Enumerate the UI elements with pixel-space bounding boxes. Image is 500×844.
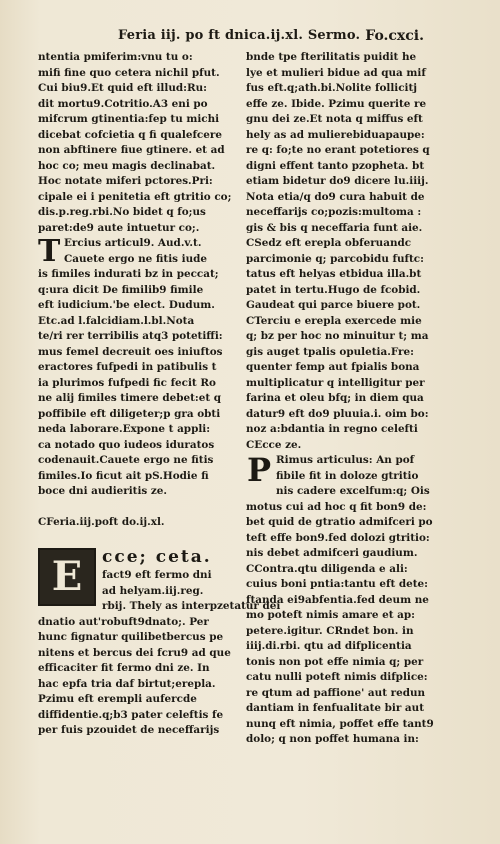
- text-line: ca notado quo iudeos iduratos: [38, 438, 215, 451]
- text-line: neda laborare.Expone t appli:: [38, 423, 211, 435]
- text-line: CContra.qtu diligenda e ali:: [246, 562, 408, 575]
- right-column: [246, 50, 432, 748]
- text-line: hac epfa tria daf birtut;erepla.: [38, 677, 216, 690]
- text-line: Cui biu9.Et quid eft illud:Ru:: [38, 82, 208, 94]
- text-line: hely as ad mulierebiduapaupe:: [246, 128, 425, 141]
- text-line: per fuis pzouidet de neceffarijs: [38, 724, 220, 736]
- text-line: datur9 eft do9 pluuia.i. oim bo:: [246, 407, 429, 420]
- text-line: eft iudicium.'be elect. Dudum.: [38, 299, 215, 311]
- text-line: te/ri rer terribilis atq3 potetiffi:: [38, 330, 223, 342]
- text-line: Cauete ergo ne fitis iude: [64, 252, 208, 265]
- text-line: q:ura dicit De fimilib9 fimile: [38, 283, 204, 296]
- text-line: dis.p.reg.rbi.No bidet q fo;us: [38, 206, 206, 218]
- text-line: dnatio aut'robuft9dnato;. Per: [38, 615, 209, 628]
- text-line: non abftinere fiue gtinere. et ad: [38, 144, 225, 156]
- text-line: fimiles.Io ficut ait pS.Hodie fi: [38, 469, 209, 482]
- text-line: ntentia pmiferim:vnu tu o:: [38, 51, 193, 63]
- text-line: Ercius articul9. Aud.v.t.: [64, 237, 202, 249]
- text-line: motus cui ad hoc q fit bon9 de:: [246, 500, 427, 513]
- text-line: Rimus articulus: An pof: [276, 454, 415, 466]
- text-line: dit mortu9.Cotritio.A3 eni po: [38, 97, 208, 110]
- text-line: CSedz eft erepla obferuandc: [246, 237, 412, 249]
- spacer: [38, 500, 224, 516]
- text-line: ftanda ei9abfentia.fed deum ne: [246, 593, 429, 606]
- spacer: [38, 531, 224, 547]
- text-line: gis auget tpalis opuletia.Fre:: [246, 345, 414, 358]
- text-line: Etc.ad l.falcidiam.l.bl.Nota: [38, 314, 195, 327]
- incipit: cce; ceta.: [102, 547, 212, 567]
- text-line: Hoc notate miferi pctores.Pri:: [38, 175, 213, 187]
- text-line: gnu dei ze.Et nota q miffus eft: [246, 113, 423, 125]
- text-line: effe ze. Ibide. Pzimu querite re: [246, 97, 427, 110]
- text-line: dantiam in fenfualitate bir aut: [246, 702, 425, 714]
- text-line: CEcce ze.: [246, 438, 302, 451]
- text-line: codenauit.Cauete ergo ne fitis: [38, 454, 214, 466]
- text-line: quenter femp aut fpialis bona: [246, 361, 420, 373]
- text-line: diffidentie.q;b3 pater celeftis fe: [38, 708, 224, 721]
- right-para-1: [246, 50, 432, 236]
- text-line: petere.igitur. CRndet bon. in: [246, 624, 414, 637]
- running-title: Feria iij. po ft dnica.ij.xl. Sermo.: [118, 28, 361, 43]
- text-line: teft effe bon9.fed dolozi gtritio:: [246, 531, 430, 544]
- text-line: multiplicatur q intelligitur per: [246, 376, 425, 389]
- text-line: mifcrum gtinentia:fep tu michi: [38, 113, 220, 125]
- rubric-heading: CFeria.iij.poft do.ij.xl.: [38, 516, 165, 528]
- left-para-3: [38, 546, 281, 739]
- right-para-3: [246, 453, 432, 748]
- text-line: dicebat cofcietia q fi qualefcere: [38, 128, 222, 141]
- text-line: bet quid de gtratio admifceri po: [246, 516, 433, 528]
- drop-cap-t: T: [38, 234, 61, 269]
- text-line: eractores fufpedi in patibulis t: [38, 361, 217, 373]
- text-line: paret:de9 aute intuetur co;.: [38, 221, 200, 234]
- text-line: re qtum ad paffione' aut redun: [246, 686, 426, 699]
- text-line: rbij. Thely as interpzetatur dei: [102, 600, 281, 612]
- decorated-initial-e: E: [38, 548, 96, 606]
- folio-number: Fo.cxci.: [365, 28, 424, 44]
- text-line: is fimiles indurati bz in peccat;: [38, 268, 219, 280]
- text-line: farina et oleu bfq; in diem qua: [246, 392, 424, 404]
- text-line: Nota etia/q do9 cura habuit de: [246, 190, 425, 203]
- text-line: nunq eft nimia, poffet effe tant9: [246, 717, 434, 730]
- text-line: digni effent tanto pzopheta. bt: [246, 159, 425, 172]
- text-line: iiij.di.rbi. qtu ad difplicentia: [246, 640, 412, 652]
- text-line: tonis non pot effe nimia q; per: [246, 655, 424, 668]
- text-line: CTerciu e erepla exercede mie: [246, 314, 422, 327]
- text-line: gis & bis q neceffaria funt aie.: [246, 221, 423, 234]
- text-line: poffibile eft diligeter;p gra obti: [38, 407, 221, 420]
- text-line: tatus eft helyas etbidua illa.bt: [246, 268, 422, 280]
- text-line: hoc co; meu magis declinabat.: [38, 159, 216, 172]
- right-para-2: [246, 236, 432, 453]
- text-line: dolo; q non poffet humana in:: [246, 733, 419, 745]
- text-line: patet in tertu.Hugo de fcobid.: [246, 283, 421, 296]
- text-line: efficaciter fit fermo dni ze. In: [38, 662, 210, 674]
- text-line: Gaudeat qui parce biuere pot.: [246, 299, 421, 311]
- text-line: mo poteft nimis amare et ap:: [246, 609, 415, 621]
- text-line: neceffarijs co;pozis:multoma :: [246, 206, 422, 218]
- text-line: fibile fit in doloze gtritio: [276, 469, 419, 482]
- drop-cap-p: P: [246, 451, 272, 489]
- text-line: mifi fine quo cetera nichil pfut.: [38, 66, 220, 79]
- text-line: bnde tpe fterilitatis puidit he: [246, 51, 417, 63]
- text-line: nitens et bercus dei fcru9 ad que: [38, 646, 231, 659]
- text-line: q; bz per hoc no minuitur t; ma: [246, 330, 429, 342]
- text-line: hunc fignatur quilibetbercus pe: [38, 631, 224, 643]
- left-para-1: [38, 50, 232, 236]
- text-line: lye et mulieri bidue ad qua mif: [246, 66, 426, 79]
- text-line: ne alij fimiles timere debet:et q: [38, 392, 222, 404]
- text-line: etiam bidetur do9 dicere lu.iiij.: [246, 175, 429, 187]
- text-line: cuius boni pntia:tantu eft dete:: [246, 578, 428, 590]
- text-line: nis debet admifceri gaudium.: [246, 547, 418, 559]
- text-line: cipale ei i penitetia eft gtritio co;: [38, 190, 232, 203]
- text-line: noz a:bdantia in regno celefti: [246, 423, 418, 435]
- text-line: nis cadere excelfum:q; Ois: [276, 485, 430, 497]
- text-line: catu nulli poteft nimis difplice:: [246, 671, 428, 683]
- text-line: Pzimu eft erempli aufercde: [38, 693, 197, 705]
- text-line: fus eft.q;ath.bi.Nolite follicitj: [246, 82, 418, 94]
- text-line: boce dni audieritis ze.: [38, 485, 168, 497]
- text-line: parcimonie q; parcobidu fuftc:: [246, 252, 424, 265]
- text-line: fact9 eft fermo dni: [102, 569, 212, 581]
- text-line: ia plurimos fufpedi fic fecit Ro: [38, 376, 216, 389]
- text-line: ad helyam.iij.reg.: [102, 584, 204, 597]
- text-line: mus femel decreuit oes iniuftos: [38, 345, 223, 358]
- left-para-2: [38, 236, 224, 500]
- text-line: re q: fo;te no erant potetiores q: [246, 144, 430, 156]
